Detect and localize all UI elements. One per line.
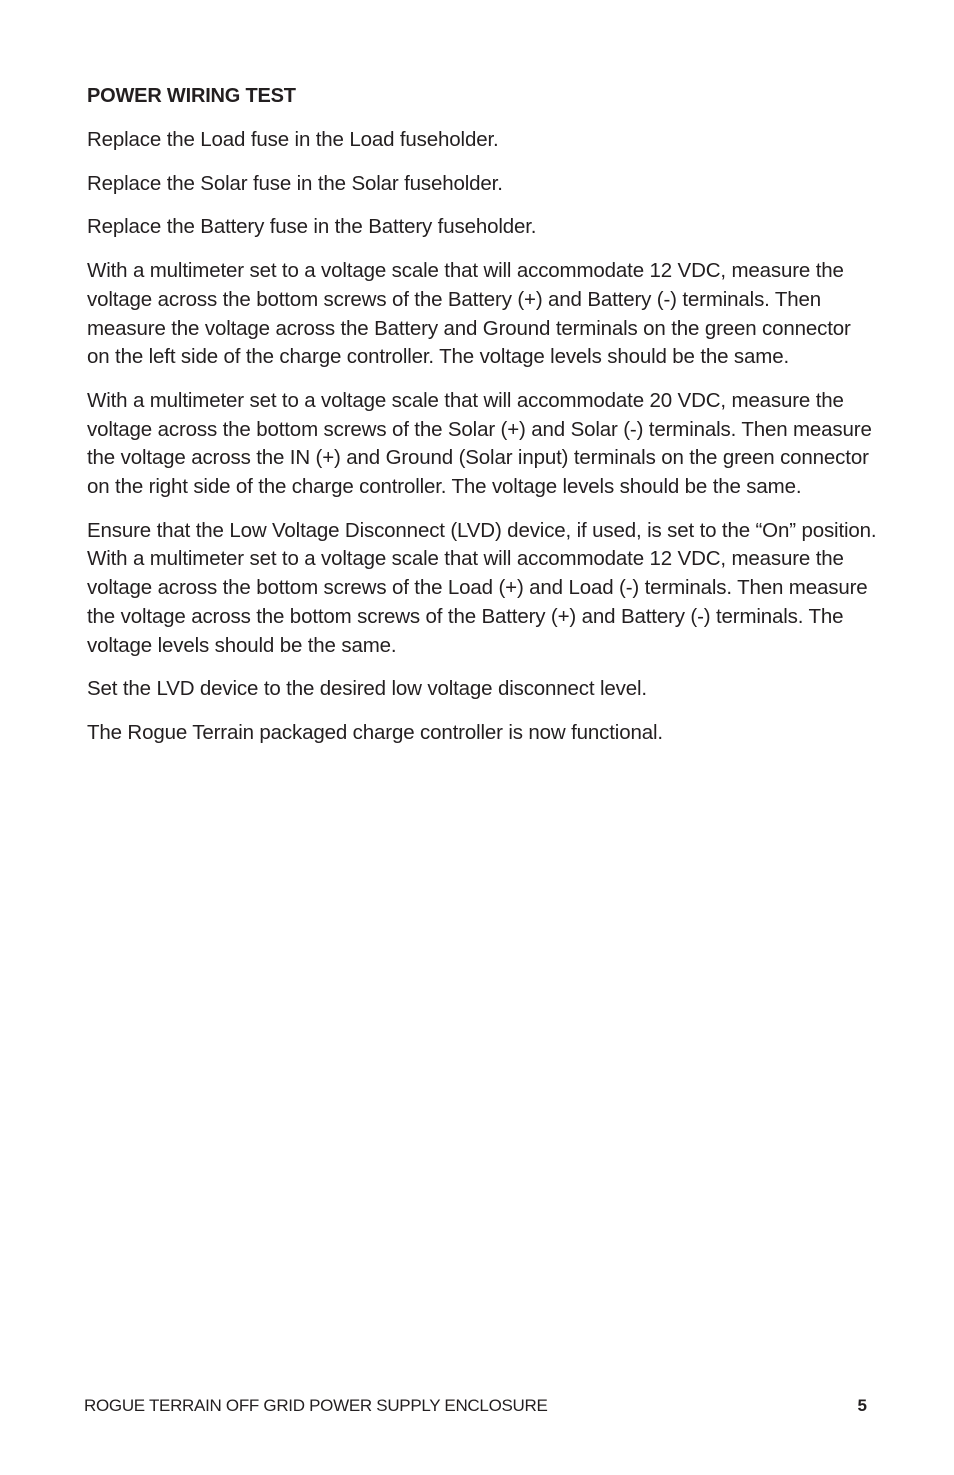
paragraph-battery-voltage-test: With a multimeter set to a voltage scale that will accommodate 12 VDC, measure the voltage across the bottom screws of the Battery (+) and Battery (-) terminals. Then measure the voltage across the Battery and Ground terminals on the green connector on the left side of the charge controller. The voltage levels should be the same. [87,259,851,369]
paragraph-functional: The Rogue Terrain packaged charge controller is now functional. [87,720,663,744]
page-content [87,82,877,763]
paragraph-replace-battery-fuse: Replace the Battery fuse in the Battery fuseholder. [87,215,537,239]
paragraph-load-voltage-test: Ensure that the Low Voltage Disconnect (LVD) device, if used, is set to the “On” position. With a multimeter set to a voltage scale that will accommodate 12 VDC, measure the voltage across the bottom screws of the Load (+) and Load (-) terminals. Then measure the voltage across the bottom screws of the Battery (+) and Battery (-) terminals. The voltage levels should be the same. [87,518,877,657]
page-footer [84,1394,867,1418]
paragraph-replace-load-fuse: Replace the Load fuse in the Load fuseholder. [87,128,499,151]
paragraph-set-lvd: Set the LVD device to the desired low voltage disconnect level. [87,677,647,701]
section-heading: POWER WIRING TEST [87,85,296,107]
paragraph-replace-solar-fuse: Replace the Solar fuse in the Solar fuseholder. [87,171,503,195]
paragraph-solar-voltage-test: With a multimeter set to a voltage scale that will accommodate 20 VDC, measure the voltage across the bottom screws of the Solar (+) and Solar (-) terminals. Then measure the voltage across the IN (+) and Ground (Solar input) terminals on the green connector on the right side of the charge controller. The voltage levels should be the same. [87,388,872,499]
page-number: 5 [857,1396,867,1415]
footer-title: ROGUE TERRAIN OFF GRID POWER SUPPLY ENCLOSURE [84,1396,548,1415]
